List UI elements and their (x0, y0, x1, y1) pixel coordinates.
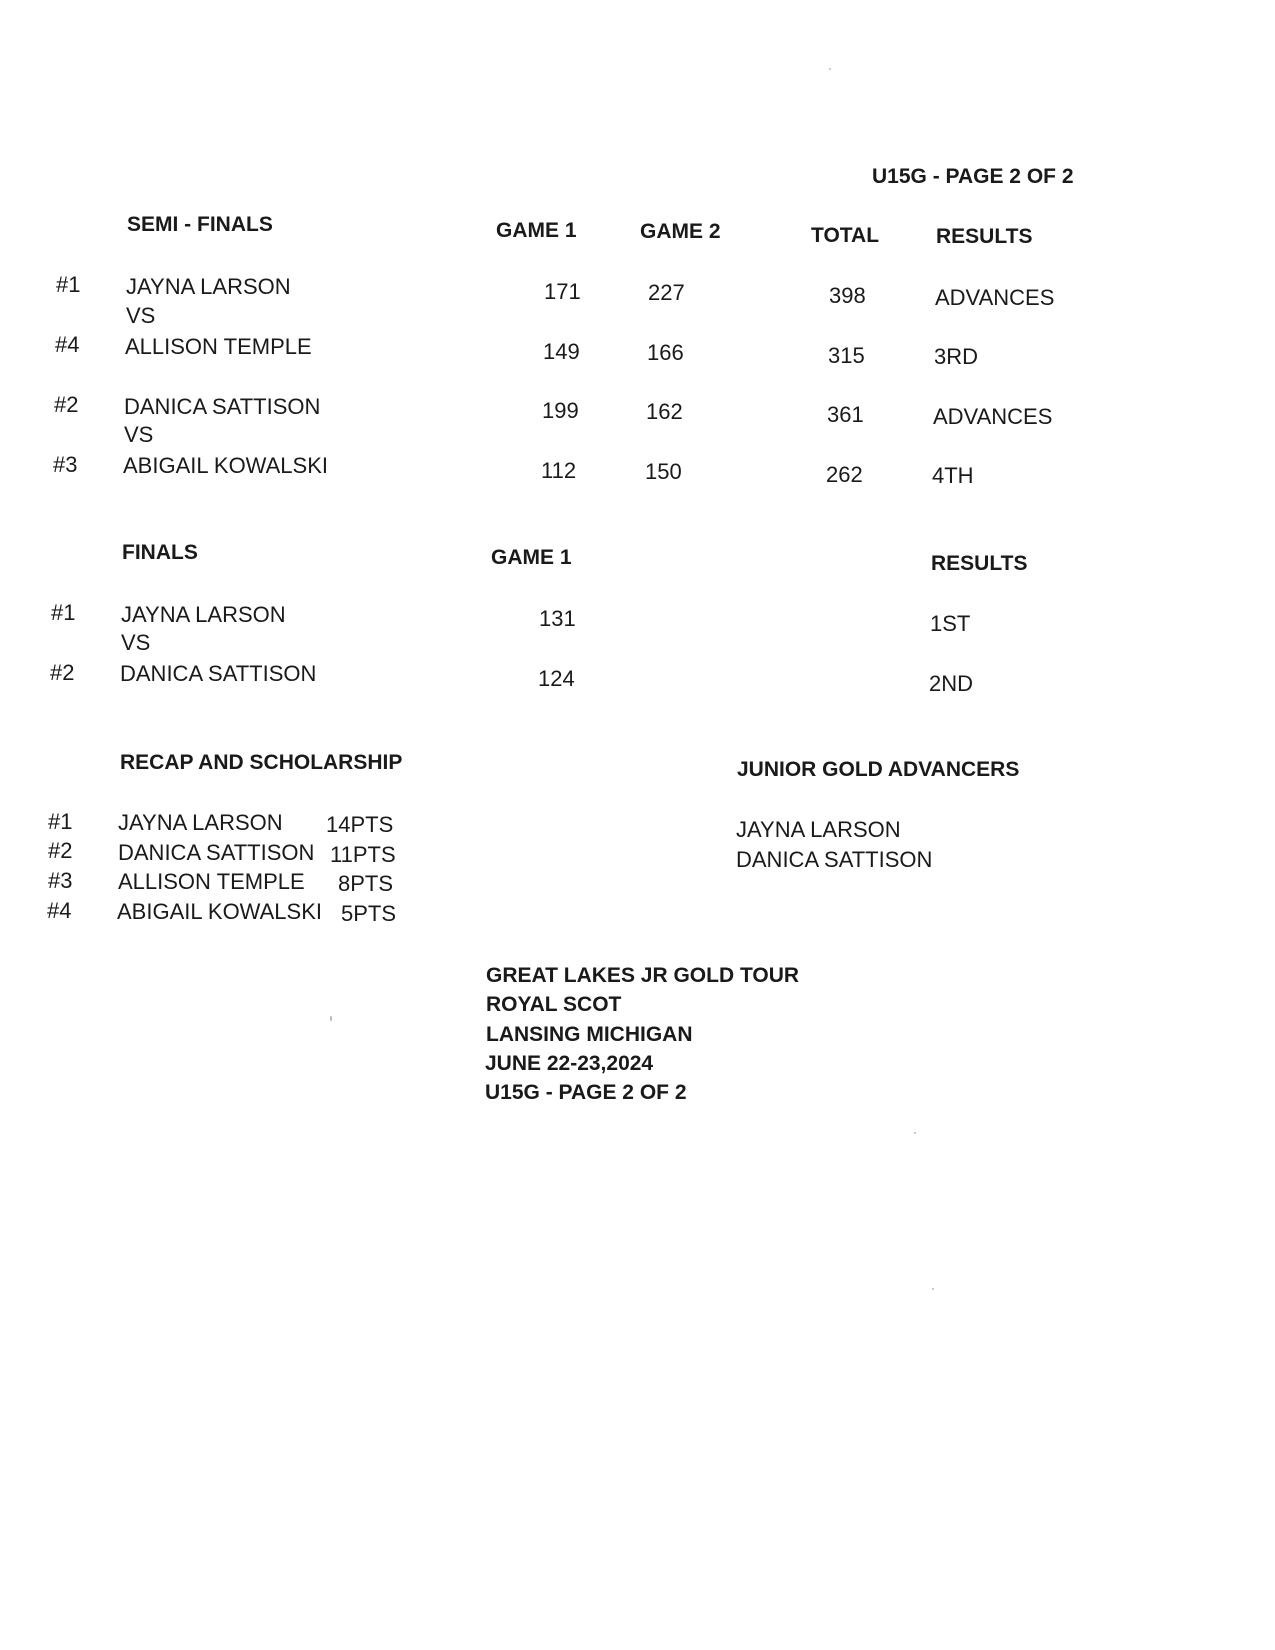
event-venue: ROYAL SCOT (486, 993, 622, 1016)
scan-speck (914, 1132, 916, 1134)
scan-speck (829, 68, 831, 70)
event-tour: GREAT LAKES JR GOLD TOUR (486, 964, 800, 987)
seed: #1 (51, 600, 76, 625)
scan-speck (330, 1016, 332, 1021)
result: ADVANCES (933, 404, 1053, 429)
advancer-name: DANICA SATTISON (736, 847, 933, 872)
semi-results-header: RESULTS (936, 225, 1033, 248)
points: 8PTS (338, 871, 394, 896)
finals-results-header: RESULTS (931, 552, 1028, 575)
total-score: 262 (826, 462, 863, 487)
semi-finals-title: SEMI - FINALS (127, 213, 273, 236)
result: 2ND (929, 671, 974, 696)
seed: #1 (48, 809, 73, 834)
game1-score: 124 (538, 666, 575, 691)
vs-label: VS (126, 303, 156, 328)
player-name: ABIGAIL KOWALSKI (123, 453, 328, 478)
seed: #4 (47, 898, 72, 923)
player-name: ABIGAIL KOWALSKI (117, 899, 322, 924)
result: 4TH (932, 463, 974, 488)
total-score: 398 (829, 283, 866, 308)
game1-score: 131 (539, 606, 576, 631)
player-name: DANICA SATTISON (124, 394, 321, 419)
player-name: DANICA SATTISON (120, 661, 317, 686)
result: 3RD (934, 344, 979, 369)
player-name: JAYNA LARSON (126, 274, 291, 299)
game1-score: 112 (541, 458, 577, 483)
seed: #1 (56, 272, 81, 297)
vs-label: VS (124, 422, 154, 447)
event-page-label: U15G - PAGE 2 OF 2 (485, 1081, 687, 1104)
game2-score: 150 (645, 459, 682, 484)
event-date: JUNE 22-23,2024 (485, 1052, 654, 1075)
game1-score: 149 (543, 339, 580, 364)
game1-score: 171 (544, 279, 581, 304)
seed: #4 (55, 332, 80, 357)
game2-score: 162 (646, 399, 683, 424)
player-name: JAYNA LARSON (121, 602, 286, 627)
seed: #3 (48, 868, 73, 893)
player-name: ALLISON TEMPLE (118, 869, 305, 894)
player-name: DANICA SATTISON (118, 840, 315, 865)
advancers-title: JUNIOR GOLD ADVANCERS (737, 758, 1020, 781)
seed: #3 (53, 452, 78, 477)
seed: #2 (54, 392, 79, 417)
game2-score: 166 (647, 340, 684, 365)
seed: #2 (48, 838, 73, 863)
game2-score: 227 (648, 280, 685, 305)
game1-score: 199 (542, 398, 579, 423)
vs-label: VS (121, 630, 151, 655)
points: 11PTS (330, 842, 396, 867)
advancer-name: JAYNA LARSON (736, 817, 901, 842)
result: ADVANCES (935, 285, 1055, 310)
page-label: U15G - PAGE 2 OF 2 (872, 165, 1074, 188)
total-score: 315 (828, 343, 865, 368)
points: 14PTS (326, 812, 394, 837)
recap-title: RECAP AND SCHOLARSHIP (120, 751, 403, 774)
player-name: ALLISON TEMPLE (125, 334, 312, 359)
scan-speck (932, 1288, 934, 1290)
semi-game2-header: GAME 2 (640, 220, 721, 243)
semi-total-header: TOTAL (811, 224, 880, 247)
seed: #2 (50, 660, 75, 685)
event-location: LANSING MICHIGAN (486, 1023, 693, 1046)
total-score: 361 (827, 402, 864, 427)
points: 5PTS (341, 901, 397, 926)
finals-title: FINALS (122, 541, 198, 564)
semi-game1-header: GAME 1 (496, 219, 577, 242)
player-name: JAYNA LARSON (118, 810, 283, 835)
finals-game1-header: GAME 1 (491, 546, 572, 569)
result: 1ST (930, 611, 971, 636)
